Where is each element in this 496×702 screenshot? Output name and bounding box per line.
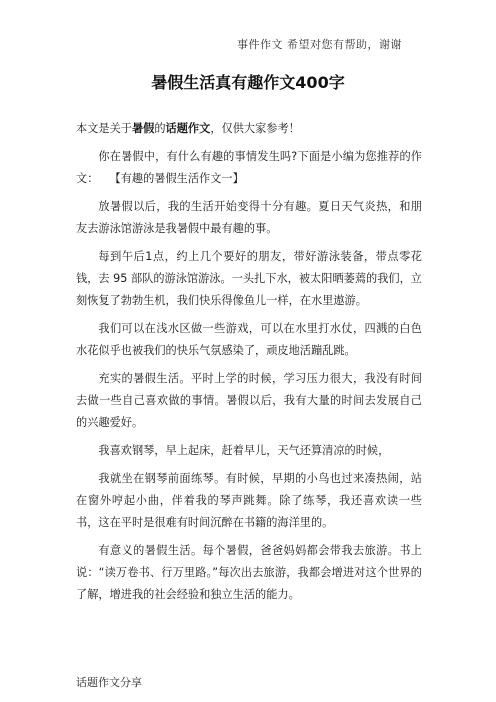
body-paragraph: 每到午后1点，约上几个要好的朋友，带好游泳装备，带点零花钱，去 95 部队的游泳馆游泳。一头扎下水，被太阳晒萎蔫的我们，立刻恢复了勃勃生机，我们快乐得像鱼儿一样，在水里遨游。 [76, 250, 422, 307]
intro-keyword-summer: 暑假 [131, 122, 155, 135]
body-paragraph: 我们可以在浅水区做一些游戏，可以在水里打水仗，四溅的白色水花似乎也被我们的快乐气氛感染了，顽皮地活蹦乱跳。 [76, 322, 422, 357]
intro-mid: 的 [154, 122, 166, 135]
lead-text: 你在暑假中，有什么有趣的事情发生吗?下面是小编为您推荐的作文： [76, 150, 422, 185]
intro-suffix: ，仅供大家参考！ [210, 122, 300, 135]
body-paragraph: 有意义的暑假生活。每个暑假，爸爸妈妈都会带我去旅游。书上说：“读万卷书、行万里路。”每次出去旅游，我都会增进对这个世界的了解，增进我的社会经验和独立生活的能力。 [76, 544, 422, 601]
document-body [76, 118, 422, 612]
document-title: 暑假生活真有趣作文400字 [151, 73, 345, 92]
body-paragraph: 放暑假以后，我的生活开始变得十分有趣。夏日天气炎热，和朋友去游泳馆游泳是我暑假中最有趣的事。 [76, 200, 422, 235]
page-header: 事件作文 希望对您有帮助，谢谢 [237, 38, 402, 51]
page-footer: 话题作文分享 [76, 676, 142, 689]
body-paragraph: 我喜欢钢琴，早上起床，赶着早儿，天气还算清凉的时候， [98, 444, 390, 457]
intro-prefix: 本文是关于 [76, 122, 132, 135]
body-paragraph: 我就坐在钢琴前面练琴。有时候，早期的小鸟也过来凑热闹，站在窗外哼起小曲，伴着我的琴声跳舞。除了练琴，我还喜欢读一些书，这在平时是很难有时间沉醉在书籍的海洋里的。 [76, 472, 422, 529]
essay-heading: 【有趣的暑假生活作文一】 [115, 172, 244, 185]
body-paragraph: 充实的暑假生活。平时上学的时候，学习压力很大，我没有时间去做一些自己喜欢做的事情。暑假以后，我有大量的时间去发展自己的兴趣爱好。 [76, 372, 422, 429]
lead-paragraph [76, 146, 422, 190]
intro-keyword-topic: 话题作文 [165, 122, 211, 135]
intro-paragraph [76, 118, 422, 140]
